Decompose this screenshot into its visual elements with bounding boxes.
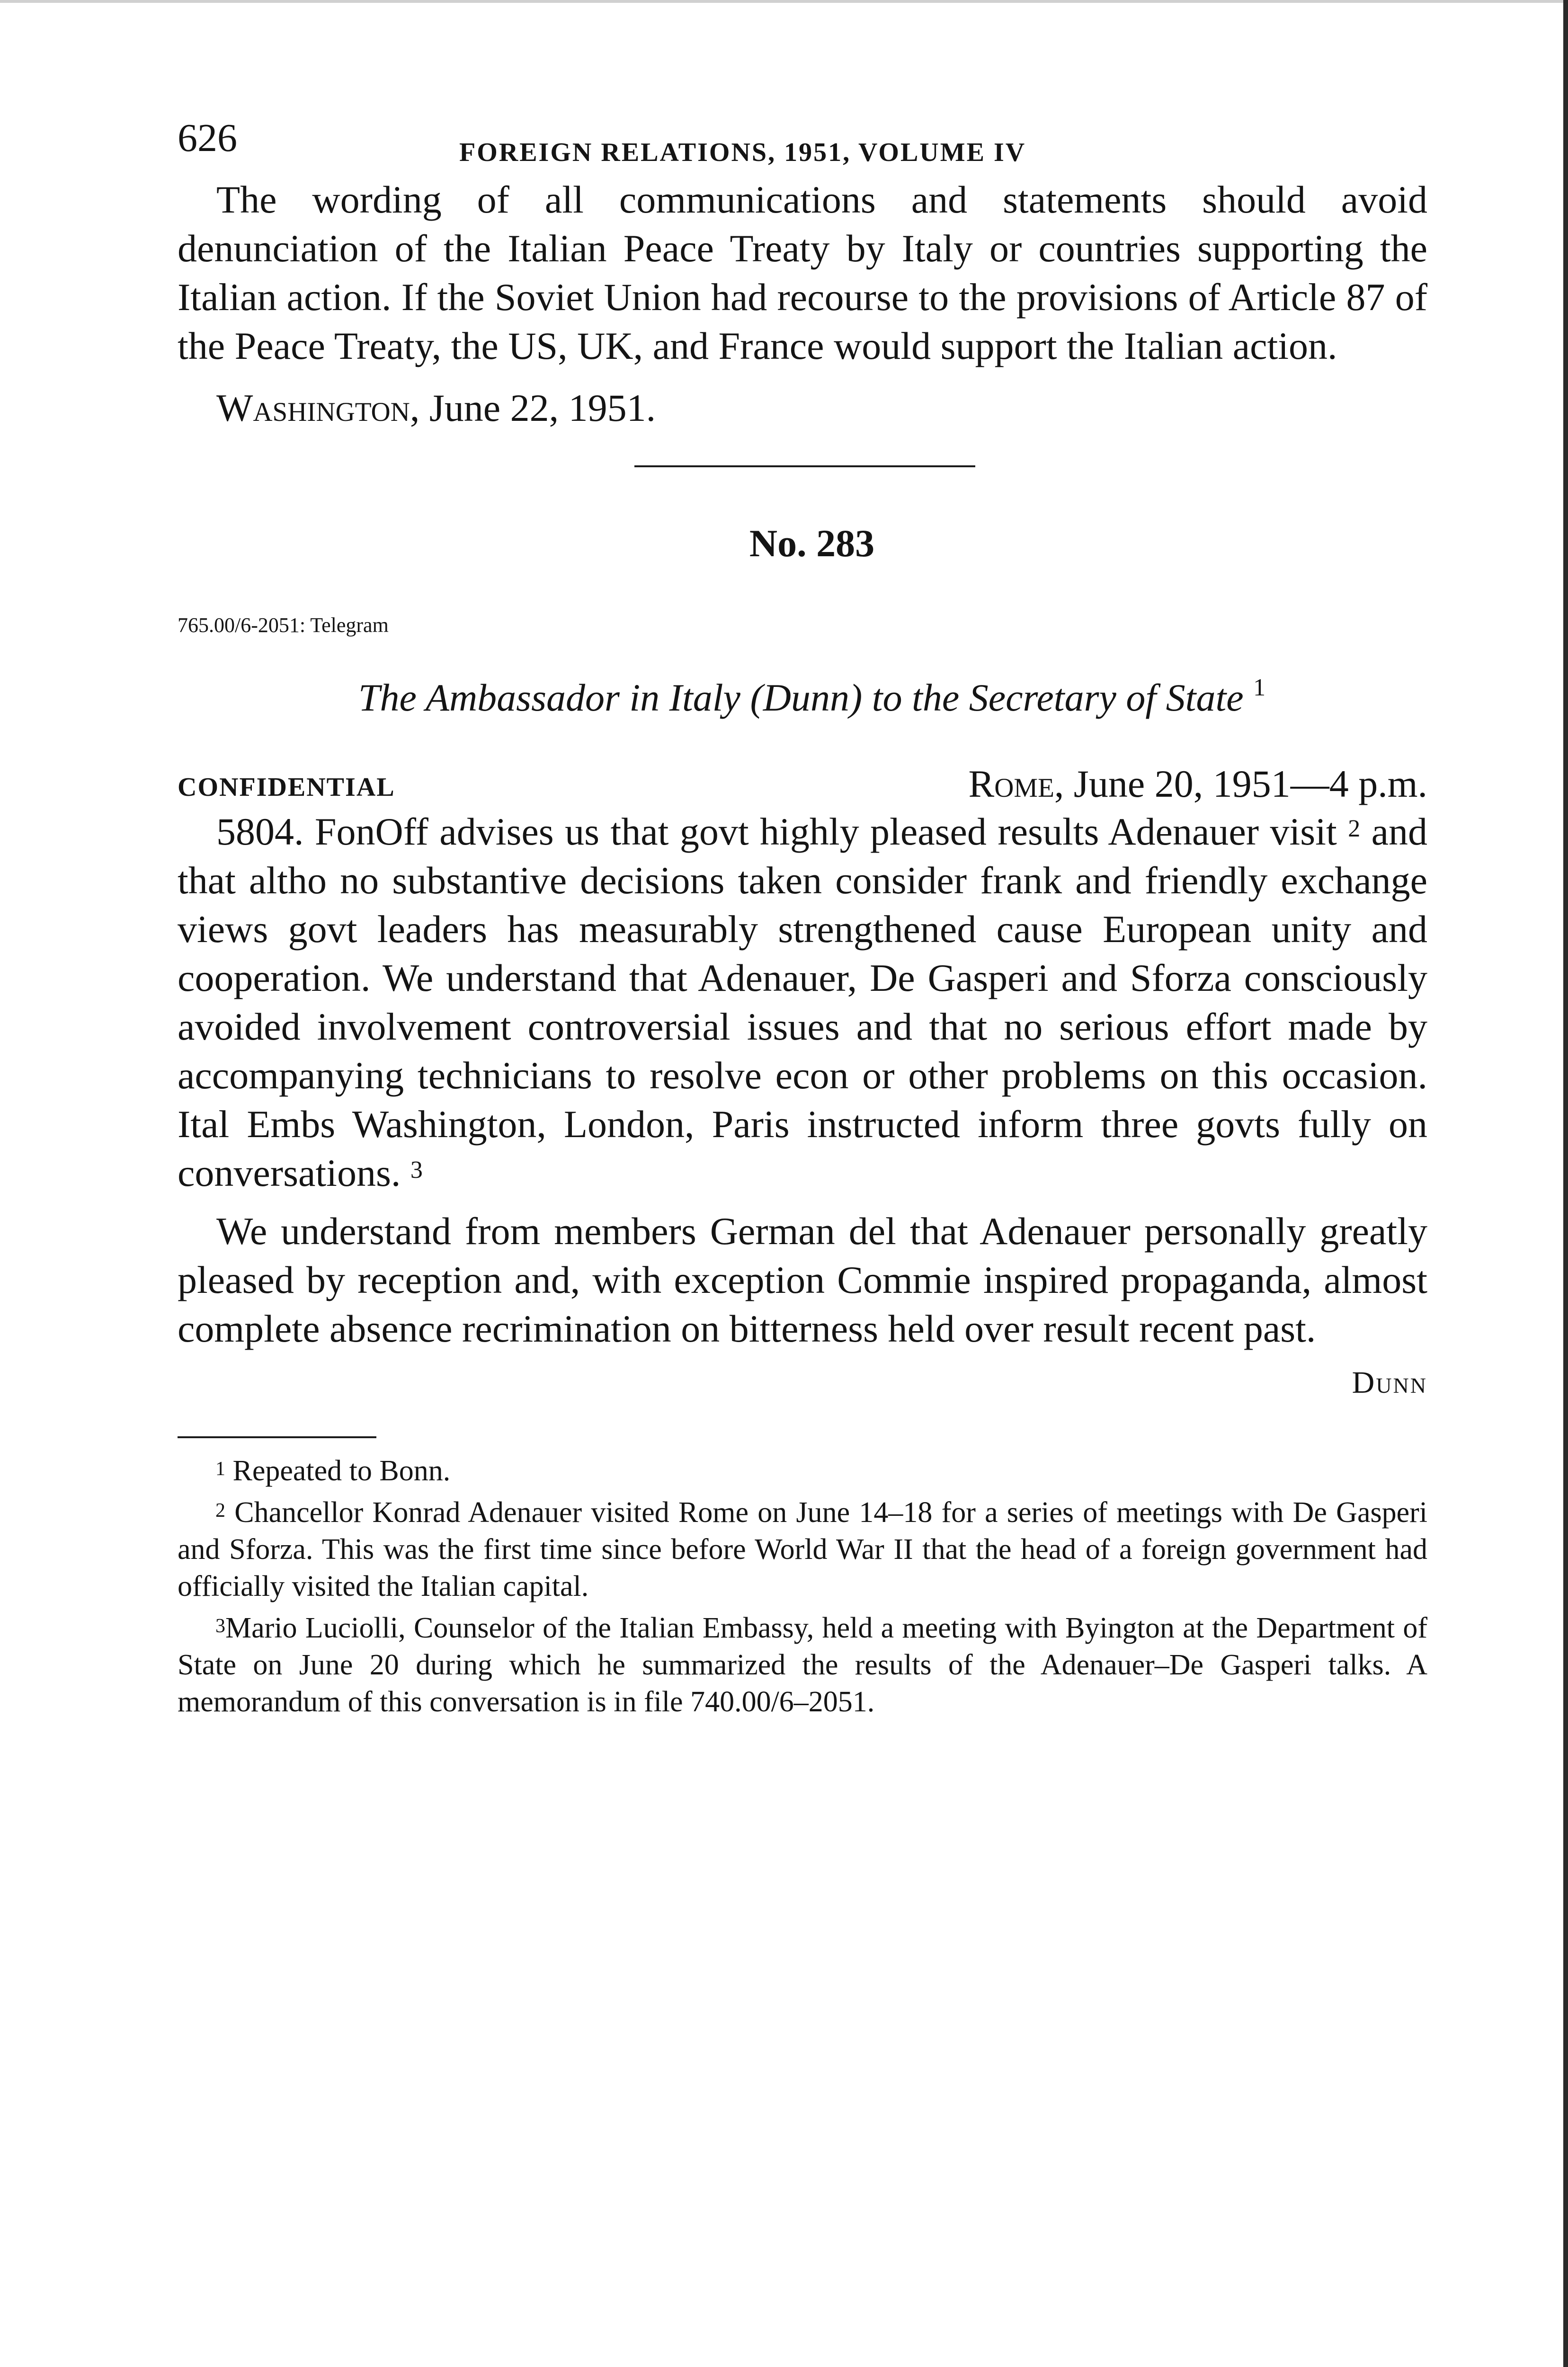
telegram-paragraph-1: [178, 807, 1427, 1197]
footnote-2-text: Chancellor Konrad Adenauer visited Rome on June 14–18 for a series of meetings with De Gasperi and Sforza. This was the first time since before World War II that the head of a foreign government had officially visited the Italian capital.: [178, 1496, 1427, 1602]
dateline-date: , June 22, 1951.: [410, 386, 656, 429]
signature: Dunn: [1352, 1365, 1427, 1400]
footnote-divider: [178, 1436, 376, 1438]
footnote-ref-3: 3: [410, 1157, 423, 1184]
footnote-3: [178, 1610, 1427, 1720]
footnote-1: [178, 1452, 1427, 1489]
telegram-paragraph-1-a: 5804. FonOff advises us that govt highly pleased results Adenauer visit: [216, 810, 1337, 853]
page-header: [178, 109, 1427, 175]
page-content: [178, 109, 1427, 1720]
file-reference: 765.00/6-2051: Telegram: [178, 614, 389, 637]
scan-top-edge: [0, 0, 1568, 3]
footnote-3-text: Mario Luciolli, Counselor of the Italian Embassy, held a meeting with Byington at the Department of State on June 20 during which he summarized the results of the Adenauer–De Gasperi talks. A memorandum of this conversation is in file 740.00/6–2051.: [178, 1612, 1427, 1718]
scan-right-edge: [1563, 0, 1568, 2367]
telegram-place: Rome: [968, 762, 1054, 805]
footnote-1-mark: 1: [215, 1458, 225, 1480]
footnote-2-mark: 2: [215, 1500, 225, 1522]
telegram-date: , June 20, 1951—4 p.m.: [1054, 762, 1427, 805]
footnote-3-mark: 3: [215, 1615, 225, 1637]
running-head: FOREIGN RELATIONS, 1951, VOLUME IV: [459, 138, 1026, 167]
continuation-paragraph: The wording of all communications and statements should avoid denunciation of the Italian Peace Treaty by Italy or countries supporting the Italian action. If the Soviet Union had recourse to the provisions of Article 87 of the Peace Treaty, the US, UK, and France would support the Italian action.: [178, 178, 1427, 367]
page-number: 626: [178, 116, 237, 160]
footnote-ref-2: 2: [1348, 815, 1361, 842]
footnote-ref-1: 1: [1253, 674, 1266, 701]
section-divider: [634, 465, 975, 467]
document-title-text: The Ambassador in Italy (Dunn) to the Secretary of State: [358, 676, 1244, 719]
telegram-meta: [178, 755, 1427, 807]
telegram-paragraph-2: We understand from members German del that Adenauer personally greatly pleased by reception and, with exception Commie inspired propaganda, almost complete absence recrimination on bitterness held over result recent past.: [178, 1210, 1427, 1350]
document-title: [178, 674, 1427, 719]
dateline-place: Washington: [216, 386, 410, 429]
continuation-dateline: [178, 383, 1427, 432]
footnote-2: [178, 1494, 1427, 1605]
classification-marking: CONFIDENTIAL: [178, 773, 395, 802]
document-number: No. 283: [749, 522, 875, 565]
telegram-paragraph-1-b: and that altho no substantive decisions taken consider frank and friendly exchange views govt leaders has measurably strengthened cause European unity and cooperation. We understand that Adenauer, De Gasperi and Sforza consciously avoided involvement controversial issues and that no serious effort made by accompanying technicians to resolve econ or other problems on this occasion. Ital Embs Washington, London, Paris instructed inform three govts fully on conversations.: [178, 810, 1428, 1194]
footnotes: [178, 1452, 1427, 1720]
place-date-line: [968, 762, 1427, 805]
footnote-1-text: Repeated to Bonn.: [225, 1455, 451, 1487]
